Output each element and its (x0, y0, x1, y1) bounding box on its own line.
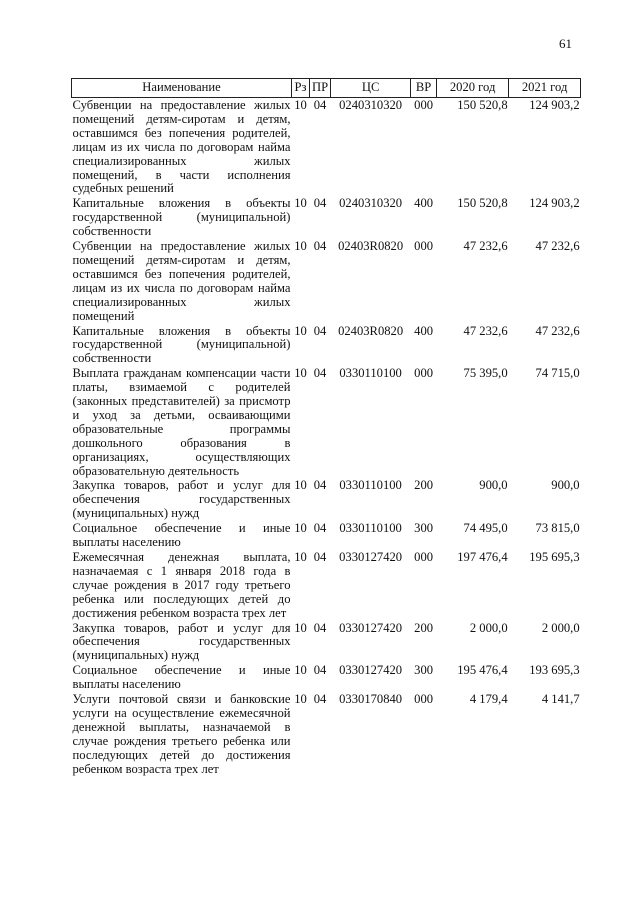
table-row (72, 98, 581, 197)
cell-2020: 2 000,0 (469, 620, 508, 635)
cell-2020: 74 495,0 (463, 521, 508, 536)
cell-2021: 2 000,0 (541, 620, 580, 635)
cell-vr: 000 (414, 366, 434, 381)
cell-cs: 02403R0820 (338, 323, 404, 338)
cell-2021: 74 715,0 (535, 366, 580, 381)
cell-name: Закупка товаров, работ и услуг для обеспечения государственных (муниципальных) нужд (72, 478, 291, 521)
cell-2021: 193 695,3 (529, 663, 580, 678)
cell-pr: 04 (313, 521, 327, 536)
cell-name: Социальное обеспечение и иные выплаты населению (72, 521, 291, 550)
table-row (72, 478, 581, 521)
table-row (72, 239, 581, 323)
cell-name: Субвенции на предоставление жилых помещений детям-сиротам и детям, оставшимся без попечения родителей, лицам из их числа по договорам найма специализированных жилых помещений (72, 239, 291, 323)
cell-pr: 04 (313, 366, 327, 381)
cell-rz: 10 (294, 663, 307, 678)
header-name: Наименование (72, 79, 292, 98)
cell-rz: 10 (294, 692, 307, 707)
cell-cs: 0330110100 (339, 521, 402, 536)
cell-pr: 04 (313, 323, 327, 338)
cell-cs: 0330110100 (339, 478, 402, 493)
cell-cs: 0330170840 (339, 692, 403, 707)
cell-vr: 400 (414, 323, 434, 338)
cell-cs: 0330127420 (339, 550, 403, 564)
table-row (72, 196, 581, 239)
cell-cs: 0330127420 (339, 620, 403, 635)
header-2021: 2021 год (509, 79, 581, 98)
cell-2020: 195 476,4 (457, 663, 508, 678)
cell-pr: 04 (313, 98, 327, 112)
table-row (72, 550, 581, 621)
cell-2020: 4 179,4 (469, 692, 508, 707)
header-vr: ВР (411, 79, 437, 98)
table-body (72, 98, 581, 777)
cell-vr: 400 (414, 196, 434, 211)
cell-vr: 300 (414, 663, 434, 678)
cell-2021: 47 232,6 (535, 323, 580, 338)
header-2020: 2020 год (437, 79, 509, 98)
cell-2020: 47 232,6 (463, 239, 508, 254)
header-cs: ЦС (331, 79, 411, 98)
header-rz: Рз (292, 79, 310, 98)
cell-name: Капитальные вложения в объекты государственной (муниципальной) собственности (72, 196, 291, 239)
cell-vr: 000 (414, 239, 434, 254)
table-row (72, 521, 581, 550)
cell-vr: 200 (414, 620, 434, 635)
cell-2021: 73 815,0 (535, 521, 580, 536)
cell-cs: 0330110100 (339, 366, 402, 381)
cell-name: Ежемесячная денежная выплата, назначаемая с 1 января 2018 года в случае рождения в 2017 году третьего ребенка или последующих детей до достижения ребенком возраста трех лет (72, 550, 291, 620)
cell-2021: 124 903,2 (529, 98, 580, 112)
cell-name: Субвенции на предоставление жилых помещений детям-сиротам и детям, оставшимся без попечения родителей, лицам из их числа по договорам найма специализированных жилых помещений, в части исполнения судебных решений (72, 98, 291, 196)
cell-rz: 10 (294, 620, 307, 635)
cell-cs: 0240310320 (339, 196, 403, 211)
cell-name: Услуги почтовой связи и банковские услуги на осуществление ежемесячной денежной выплаты, назначаемой в случае рождения третьего ребенка или последующих детей до достижения ребенком возраста трех лет (72, 692, 291, 776)
budget-table (71, 78, 581, 777)
cell-vr: 000 (414, 692, 434, 707)
cell-2020: 197 476,4 (457, 550, 508, 564)
cell-2021: 195 695,3 (529, 550, 580, 564)
cell-vr: 200 (414, 478, 434, 493)
page-number: 61 (559, 36, 572, 51)
cell-pr: 04 (313, 196, 327, 211)
cell-rz: 10 (294, 239, 307, 254)
table-row (72, 366, 581, 478)
cell-rz: 10 (294, 478, 307, 493)
cell-name: Выплата гражданам компенсации части платы, взимаемой с родителей (законных представителей) за присмотр и уход за детьми, осваивающими образовательные программы дошкольного образования в организациях, осуществляющих образовательную деятельность (72, 366, 291, 478)
cell-2021: 47 232,6 (535, 239, 580, 254)
cell-vr: 300 (414, 521, 434, 536)
cell-2020: 150 520,8 (457, 196, 508, 211)
cell-rz: 10 (294, 98, 307, 112)
cell-2020: 900,0 (479, 478, 508, 493)
cell-name: Социальное обеспечение и иные выплаты населению (72, 663, 291, 692)
cell-pr: 04 (313, 663, 327, 678)
cell-cs: 0240310320 (339, 98, 403, 112)
cell-2020: 47 232,6 (463, 323, 508, 338)
table-header-row (72, 79, 581, 98)
cell-name: Закупка товаров, работ и услуг для обеспечения государственных (муниципальных) нужд (72, 620, 291, 663)
cell-2021: 4 141,7 (541, 692, 580, 707)
header-pr: ПР (310, 79, 331, 98)
cell-vr: 000 (414, 98, 434, 112)
cell-cs: 0330127420 (339, 663, 403, 678)
cell-pr: 04 (313, 478, 327, 493)
cell-vr: 000 (414, 550, 434, 564)
cell-pr: 04 (313, 692, 327, 707)
cell-rz: 10 (294, 521, 307, 536)
table-row (72, 621, 581, 664)
cell-2021: 900,0 (551, 478, 580, 493)
cell-rz: 10 (294, 550, 307, 564)
cell-2021: 124 903,2 (529, 196, 580, 211)
cell-2020: 75 395,0 (463, 366, 508, 381)
cell-name: Капитальные вложения в объекты государственной (муниципальной) собственности (72, 323, 291, 366)
cell-rz: 10 (294, 366, 307, 381)
cell-pr: 04 (313, 620, 327, 635)
table-row (72, 324, 581, 367)
cell-pr: 04 (313, 550, 327, 564)
table-row (72, 663, 581, 692)
cell-rz: 10 (294, 323, 307, 338)
table-row (72, 692, 581, 776)
cell-pr: 04 (313, 239, 327, 254)
cell-cs: 02403R0820 (338, 239, 404, 254)
cell-rz: 10 (294, 196, 307, 211)
cell-2020: 150 520,8 (457, 98, 508, 112)
